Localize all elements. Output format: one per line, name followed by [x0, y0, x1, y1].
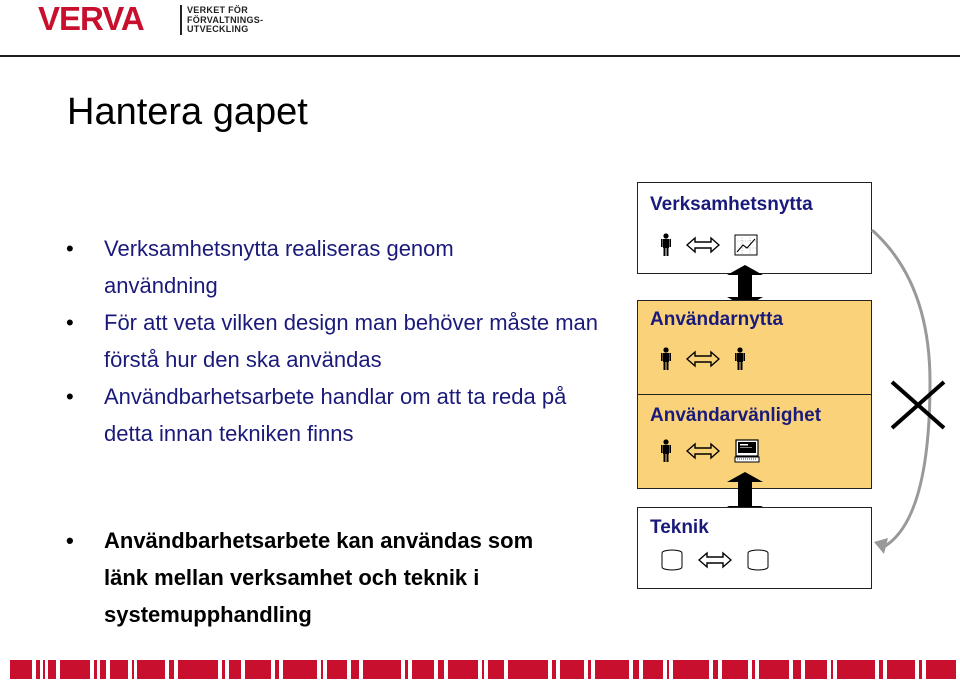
bullet-dot: •	[66, 236, 74, 261]
icon-row	[660, 345, 746, 373]
arrow-icon	[686, 235, 720, 255]
box-teknik	[637, 507, 872, 589]
footer-pattern	[0, 658, 960, 681]
logo-subtitle	[187, 6, 263, 35]
bullet-dot: •	[66, 384, 74, 409]
bullet-item	[66, 522, 574, 633]
box-label: Teknik	[650, 517, 709, 538]
box-label: Användarnytta	[650, 309, 784, 330]
logo-subtitle-line2: FÖRVALTNINGS-	[187, 14, 264, 25]
database-icon	[746, 549, 770, 571]
bullet-list-top	[66, 230, 606, 452]
bullet-dot: •	[66, 528, 74, 553]
bullet-text-continued: användning	[104, 273, 218, 298]
computer-icon	[734, 439, 760, 463]
person-icon	[660, 347, 672, 371]
bullet-item	[66, 378, 604, 452]
bullet-text: För att veta vilken design man behöver måste man förstå hur den ska användas	[104, 310, 599, 372]
bullet-list-bottom	[66, 522, 606, 633]
person-icon	[660, 233, 672, 257]
logo-separator	[180, 5, 182, 35]
person-icon	[660, 439, 672, 463]
box-verksamhetsnytta	[637, 182, 872, 274]
bullet-dot: •	[66, 310, 74, 335]
icon-row	[660, 437, 760, 465]
chart-icon	[734, 234, 758, 256]
database-icon	[660, 549, 684, 571]
cross-icon	[888, 378, 948, 432]
bullet-item	[66, 230, 604, 304]
bullet-text: Användbarhetsarbete handlar om att ta reda på detta innan tekniken finns	[104, 384, 567, 446]
arrow-icon	[686, 441, 720, 461]
bullet-text: Verksamhetsnytta realiseras genom	[104, 236, 454, 261]
logo-subtitle-line1: VERKET FÖR	[187, 5, 249, 15]
icon-row	[660, 546, 770, 574]
arrow-icon	[698, 550, 732, 570]
person-icon	[734, 347, 746, 371]
icon-row	[660, 231, 758, 259]
arrow-icon	[686, 349, 720, 369]
logo-subtitle-line3: UTVECKLING	[187, 24, 249, 34]
box-divider	[637, 394, 871, 395]
logo-wordmark: VERVA	[38, 0, 144, 37]
box-label: Användarvänlighet	[650, 405, 822, 426]
box-label: Verksamhetsnytta	[650, 194, 813, 215]
bullet-text: Användbarhetsarbete kan användas som länk mellan verksamhet och teknik i systemupphandling	[104, 528, 534, 627]
page-title: Hantera gapet	[67, 91, 308, 133]
header-rule	[0, 55, 960, 57]
bullet-item	[66, 304, 604, 378]
